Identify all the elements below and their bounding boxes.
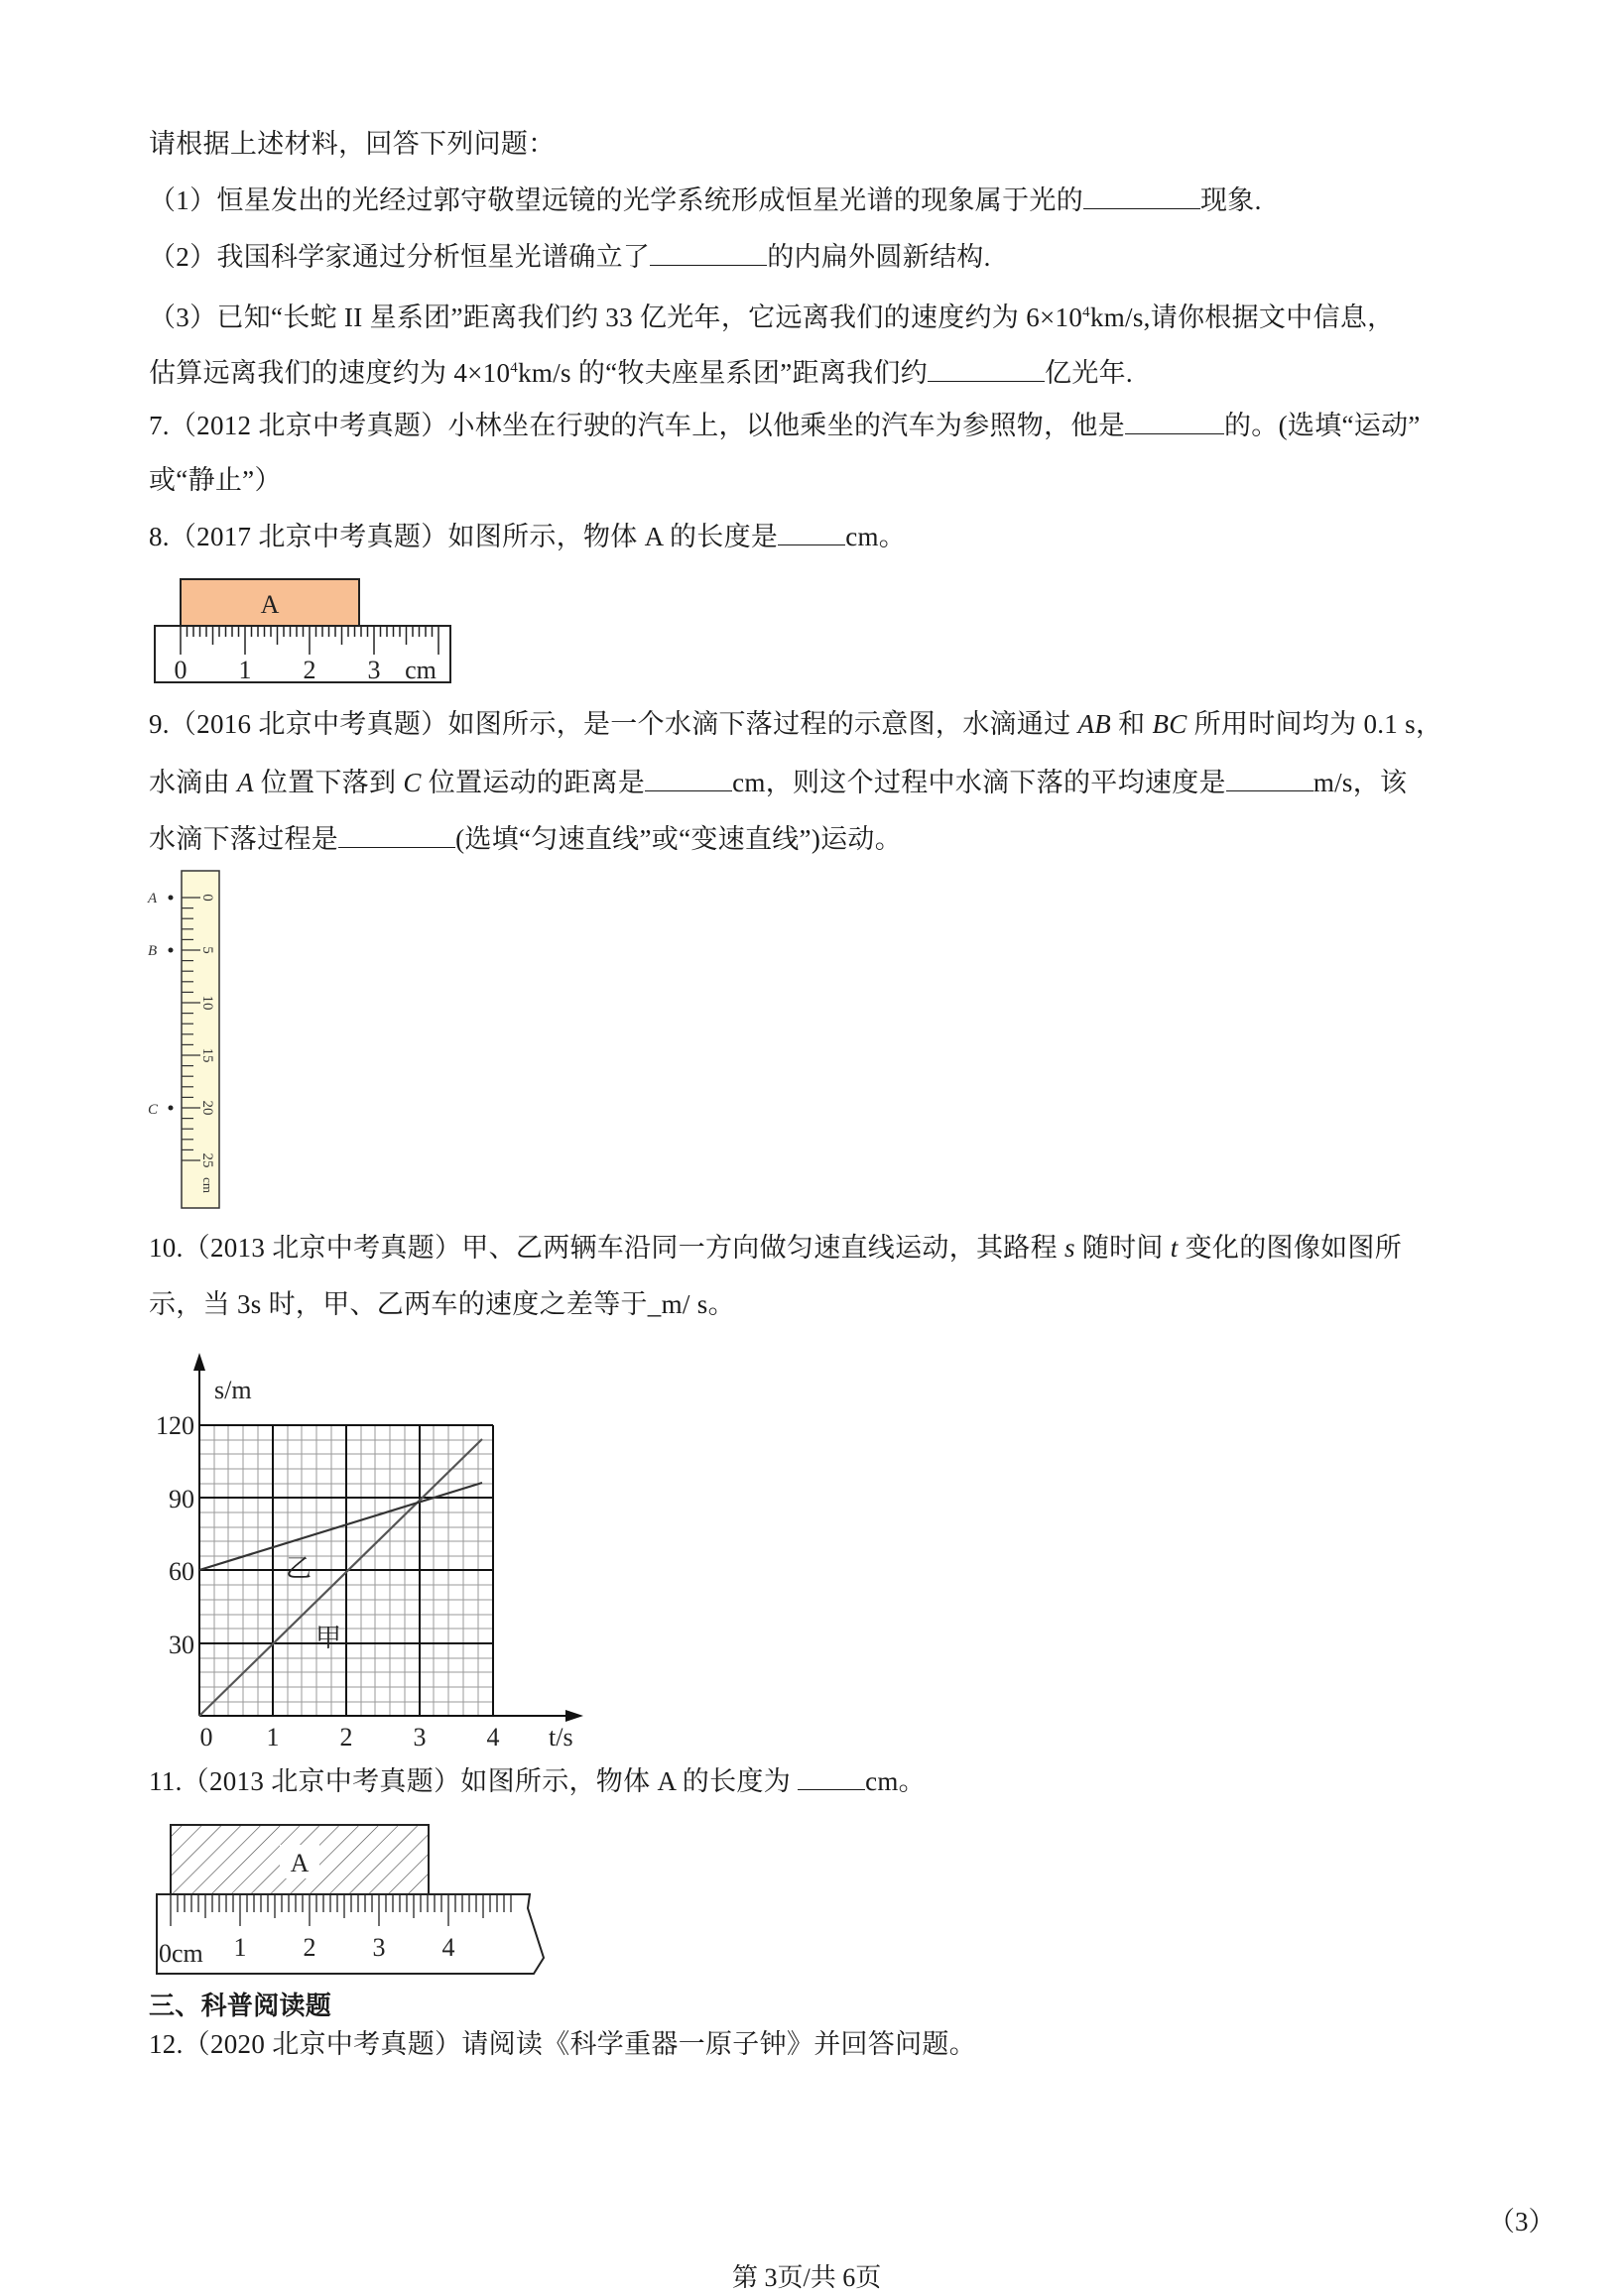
svg-text:B: B (148, 943, 158, 959)
svg-text:60: 60 (169, 1557, 194, 1586)
svg-text:2: 2 (339, 1723, 353, 1752)
q6-sub2: （2）我国科学家通过分析恒星光谱确立了 的内扁外圆新结构. (149, 239, 991, 274)
svg-text:15: 15 (199, 1047, 215, 1063)
q11-text: 11.（2013 北京中考真题）如图所示，物体 A 的长度为 cm。 (149, 1763, 926, 1798)
svg-text:3: 3 (372, 1933, 386, 1962)
svg-text:5: 5 (199, 946, 215, 954)
svg-text:4: 4 (441, 1933, 455, 1962)
q10-st-graph (147, 1339, 593, 1760)
svg-text:3: 3 (413, 1723, 427, 1752)
q12-text: 12.（2020 北京中考真题）请阅读《科学重器一原子钟》并回答问题。 (149, 2029, 976, 2059)
svg-text:0cm: 0cm (159, 1939, 203, 1968)
q10-text: 10.（2013 北京中考真题）甲、乙两辆车沿同一方向做匀速直线运动，其路程 s 随时间 t 变化的图像如图所 (149, 1233, 1403, 1263)
svg-text:120: 120 (156, 1411, 194, 1440)
q7-text-cont: 或“静止”） (149, 465, 282, 495)
answer-blank[interactable] (645, 765, 732, 791)
q6-sub1: （1）恒星发出的光经过郭守敬望远镜的光学系统形成恒星光谱的现象属于光的 现象. (149, 182, 1262, 217)
answer-blank[interactable] (1083, 182, 1200, 209)
svg-text:甲: 甲 (315, 1624, 342, 1653)
svg-text:A: A (290, 1849, 310, 1877)
svg-text:A: A (260, 590, 280, 619)
q11-ruler-figure (151, 1817, 548, 1991)
intro-text: 请根据上述材料，回答下列问题： (149, 129, 556, 159)
svg-text:20: 20 (199, 1100, 215, 1116)
svg-text:0: 0 (174, 656, 187, 684)
svg-text:1: 1 (266, 1723, 280, 1752)
svg-text:30: 30 (169, 1631, 194, 1659)
svg-text:1: 1 (238, 656, 252, 684)
svg-text:乙: 乙 (286, 1554, 312, 1584)
svg-text:2: 2 (303, 656, 316, 684)
svg-text:0: 0 (199, 894, 215, 902)
section-heading: 三、科普阅读题 (149, 1992, 332, 2021)
svg-text:cm: cm (405, 656, 437, 684)
series-jia-line (199, 1439, 482, 1716)
svg-text:3: 3 (367, 656, 381, 684)
answer-blank[interactable] (650, 239, 767, 266)
svg-text:90: 90 (169, 1485, 194, 1513)
page-footer: 第 3页/共 6页 (732, 2263, 882, 2292)
q9-vertical-ruler-figure (144, 863, 233, 1225)
svg-text:t/s: t/s (549, 1723, 573, 1752)
svg-text:10: 10 (199, 995, 215, 1011)
svg-text:2: 2 (303, 1933, 316, 1962)
svg-text:0: 0 (199, 1723, 213, 1752)
answer-blank[interactable] (338, 821, 455, 848)
q6-sub3-cont: 估算远离我们的速度约为 $4\times 10^4km/s$ 的“牧夫座星系团”距离我们约 亿光年. (149, 351, 1133, 390)
svg-text:1: 1 (233, 1933, 247, 1962)
series-yi-line (199, 1483, 482, 1570)
svg-text:4: 4 (486, 1723, 500, 1752)
q9-text-2: 水滴由 A 位置下落到 C 位置运动的距离是 cm，则这个过程中水滴下落的平均速度是 m/s，该 (149, 765, 1407, 799)
answer-blank[interactable] (1226, 765, 1313, 791)
q6-sub3: （3）已知“长蛇 II 星系团”距离我们约 33 亿光年，它远离我们的速度约为 $6\times 10^4km/s$,请你根据文中信息， (149, 302, 1395, 332)
q8-ruler-figure (151, 575, 458, 691)
page-marker: （3） (1488, 2207, 1556, 2236)
q7-text: 7.（2012 北京中考真题）小林坐在行驶的汽车上，以他乘坐的汽车为参照物，他是 的。(选填“运动” (149, 408, 1421, 442)
answer-blank[interactable] (1125, 408, 1224, 434)
svg-text:s/m: s/m (214, 1376, 252, 1404)
q8-text: 8.（2017 北京中考真题）如图所示，物体 A 的长度是 cm。 (149, 519, 906, 553)
answer-blank[interactable] (798, 1763, 865, 1790)
svg-text:25: 25 (199, 1152, 215, 1168)
answer-blank[interactable] (778, 519, 845, 545)
q9-text-3: 水滴下落过程是 (选填“匀速直线”或“变速直线”)运动。 (149, 821, 902, 856)
answer-blank[interactable] (928, 355, 1045, 382)
svg-text:C: C (148, 1102, 159, 1118)
q9-text: 9.（2016 北京中考真题）如图所示，是一个水滴下落过程的示意图，水滴通过 AB 和 BC 所用时间均为 0.1 s， (149, 709, 1443, 739)
q10-text-2: 示，当 3s 时，甲、乙两车的速度之差等于_m/ s。 (149, 1289, 735, 1319)
svg-text:cm: cm (200, 1177, 215, 1193)
svg-text:A: A (148, 891, 158, 906)
